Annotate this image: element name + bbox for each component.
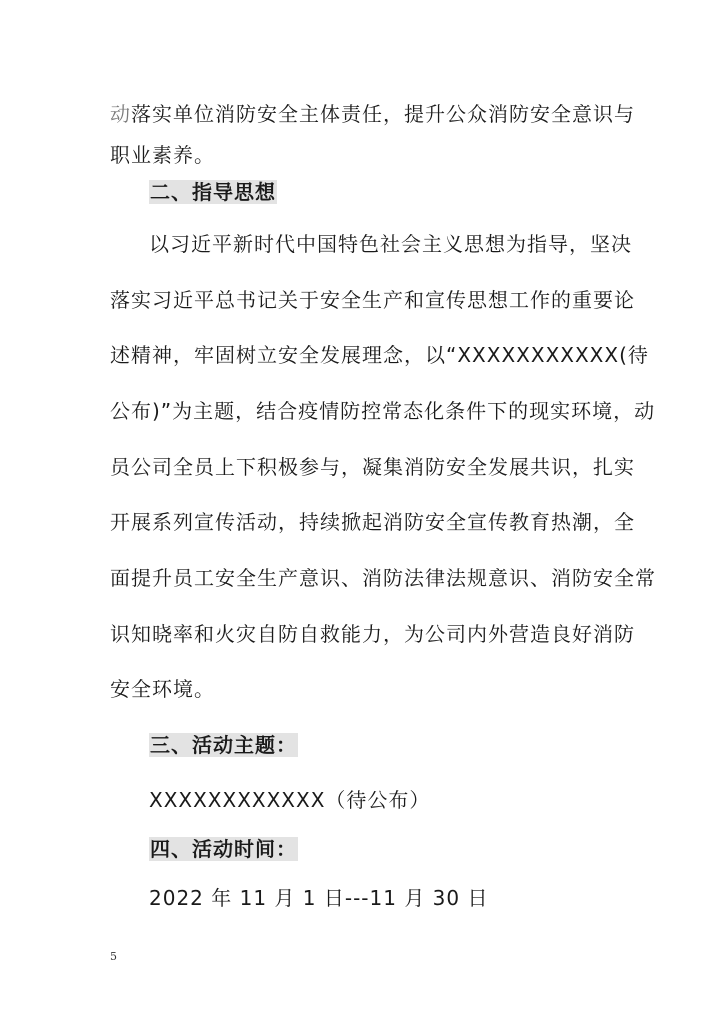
paragraph-line: 员公司全员上下积极参与，凝集消防安全发展共识，扎实 bbox=[110, 455, 635, 479]
paragraph-line: 落实习近平总书记关于安全生产和宣传思想工作的重要论 bbox=[110, 288, 635, 312]
paragraph-line: 识知晓率和火灾自防自救能力，为公司内外营造良好消防 bbox=[110, 622, 635, 646]
paragraph-line: 职业素养。 bbox=[110, 143, 215, 167]
paragraph-line: 安全环境。 bbox=[110, 677, 215, 701]
paragraph-line bbox=[110, 100, 635, 128]
paragraph-line: 公布)”为主题，结合疫情防控常态化条件下的现实环境，动 bbox=[110, 399, 656, 423]
section-heading bbox=[149, 731, 298, 759]
section-heading-text: 四、活动时间： bbox=[150, 837, 297, 861]
paragraph-line: 面提升员工安全生产意识、消防法律法规意识、消防安全常 bbox=[110, 566, 656, 590]
section-heading bbox=[149, 178, 277, 206]
paragraph-text: 落实单位消防安全主体责任，提升公众消防安全意识与 bbox=[131, 102, 635, 126]
paragraph-lead-char: 动 bbox=[110, 102, 131, 126]
paragraph-line: 以习近平新时代中国特色社会主义思想为指导，坚决 bbox=[149, 232, 632, 256]
section-heading-text: 三、活动主题： bbox=[150, 733, 297, 757]
page-number: 5 bbox=[110, 950, 117, 963]
section-heading bbox=[149, 835, 298, 863]
theme-text: XXXXXXXXXXXX（待公布） bbox=[149, 788, 431, 812]
section-heading-text: 二、指导思想 bbox=[150, 180, 276, 204]
time-text: 2022 年 11 月 1 日---11 月 30 日 bbox=[149, 886, 489, 910]
paragraph-line: 开展系列宣传活动，持续掀起消防安全宣传教育热潮，全 bbox=[110, 510, 635, 534]
paragraph-line: 述精神，牢固树立安全发展理念，以“XXXXXXXXXXX(待 bbox=[110, 343, 649, 367]
